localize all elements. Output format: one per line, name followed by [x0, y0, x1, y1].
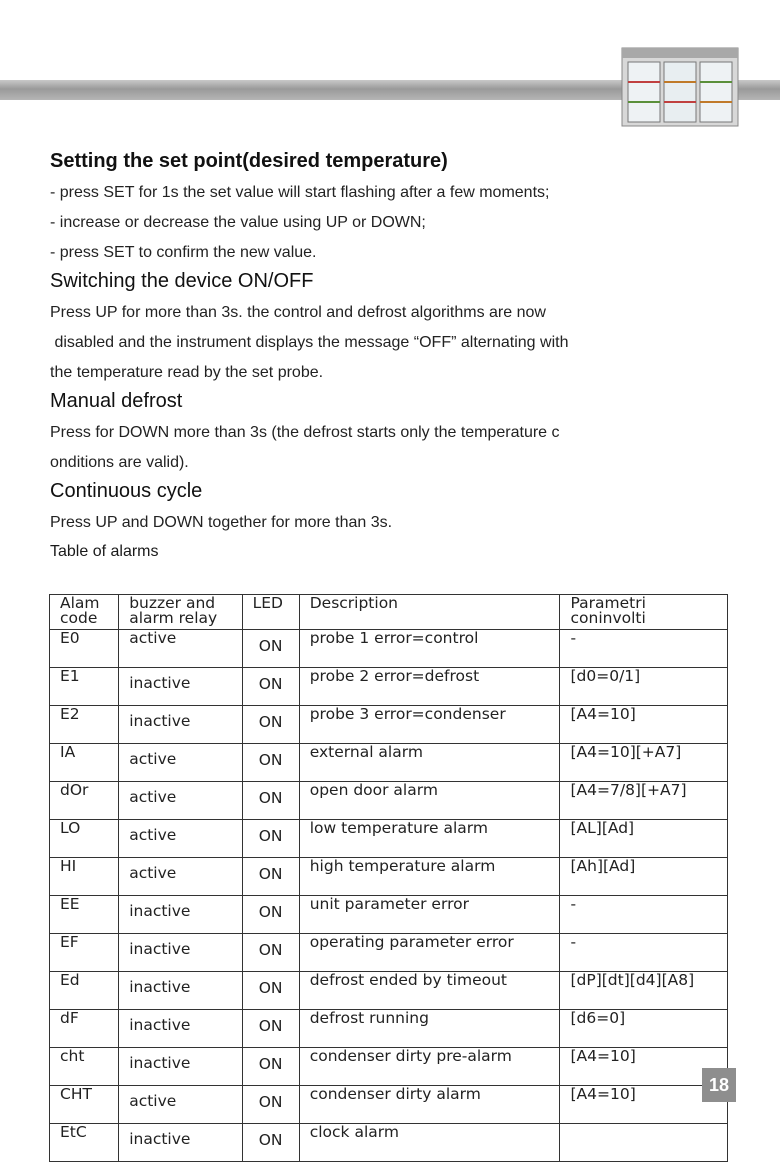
- section-title: Manual defrost: [50, 390, 183, 412]
- section-title: Continuous cycle: [50, 480, 203, 502]
- buzzer-cell: active: [119, 820, 242, 858]
- section-title: Switching the device ON/OFF: [50, 270, 314, 292]
- alarm-code-cell: EtC: [50, 1124, 119, 1162]
- table-body: [50, 630, 728, 1162]
- buzzer-cell: active: [119, 744, 242, 782]
- buzzer-cell: inactive: [119, 1048, 242, 1086]
- led-cell: ON: [242, 1124, 299, 1162]
- table-row: [50, 972, 728, 1010]
- col-header-code: Alam code: [50, 595, 119, 630]
- parameters-cell: [A4=10][+A7]: [560, 744, 728, 782]
- description-cell: probe 2 error=defrost: [299, 668, 560, 706]
- led-cell: ON: [242, 820, 299, 858]
- section-set-point: [50, 148, 730, 268]
- table-row: [50, 744, 728, 782]
- document-body: [50, 148, 730, 566]
- parameters-cell: [AL][Ad]: [560, 820, 728, 858]
- table-row: [50, 1124, 728, 1162]
- led-cell: ON: [242, 858, 299, 896]
- table-header-row: [50, 595, 728, 630]
- table-row: [50, 1048, 728, 1086]
- alarm-code-cell: E2: [50, 706, 119, 744]
- buzzer-cell: inactive: [119, 1124, 242, 1162]
- text-line: Press for DOWN more than 3s (the defrost starts only the temperature c: [50, 424, 560, 441]
- description-cell: high temperature alarm: [299, 858, 560, 896]
- description-cell: defrost running: [299, 1010, 560, 1048]
- led-cell: ON: [242, 706, 299, 744]
- description-cell: probe 3 error=condenser: [299, 706, 560, 744]
- buzzer-cell: active: [119, 630, 242, 668]
- buzzer-cell: inactive: [119, 1010, 242, 1048]
- alarm-code-cell: Ed: [50, 972, 119, 1010]
- section-continuous: [50, 478, 730, 538]
- table-row: [50, 630, 728, 668]
- led-cell: ON: [242, 744, 299, 782]
- table-row: [50, 668, 728, 706]
- section-title: Setting the set point(desired temperature): [50, 150, 448, 172]
- parameters-cell: [dP][dt][d4][A8]: [560, 972, 728, 1010]
- description-cell: clock alarm: [299, 1124, 560, 1162]
- alarm-code-cell: EE: [50, 896, 119, 934]
- refrigerator-image: [618, 44, 742, 128]
- alarm-code-cell: EF: [50, 934, 119, 972]
- led-cell: ON: [242, 896, 299, 934]
- alarm-code-cell: E1: [50, 668, 119, 706]
- parameters-cell: [d6=0]: [560, 1010, 728, 1048]
- led-cell: ON: [242, 1048, 299, 1086]
- text-line: - increase or decrease the value using UP or DOWN;: [50, 214, 426, 231]
- alarm-code-cell: IA: [50, 744, 119, 782]
- led-cell: ON: [242, 782, 299, 820]
- led-cell: ON: [242, 1086, 299, 1124]
- description-cell: unit parameter error: [299, 896, 560, 934]
- alarm-code-cell: HI: [50, 858, 119, 896]
- alarm-code-cell: cht: [50, 1048, 119, 1086]
- alarm-code-cell: dOr: [50, 782, 119, 820]
- col-header-description: Description: [299, 595, 560, 630]
- parameters-cell: -: [560, 896, 728, 934]
- page-number: 18: [702, 1068, 736, 1102]
- led-cell: ON: [242, 934, 299, 972]
- buzzer-cell: active: [119, 1086, 242, 1124]
- buzzer-cell: active: [119, 858, 242, 896]
- description-cell: low temperature alarm: [299, 820, 560, 858]
- buzzer-cell: active: [119, 782, 242, 820]
- alarm-code-cell: dF: [50, 1010, 119, 1048]
- table-row: [50, 896, 728, 934]
- description-cell: condenser dirty alarm: [299, 1086, 560, 1124]
- text-line: onditions are valid).: [50, 454, 189, 471]
- parameters-cell: [A4=10]: [560, 1048, 728, 1086]
- col-header-buzzer: buzzer and alarm relay: [119, 595, 242, 630]
- buzzer-cell: inactive: [119, 896, 242, 934]
- parameters-cell: [A4=10]: [560, 706, 728, 744]
- description-cell: condenser dirty pre-alarm: [299, 1048, 560, 1086]
- table-row: [50, 858, 728, 896]
- description-cell: external alarm: [299, 744, 560, 782]
- description-cell: defrost ended by timeout: [299, 972, 560, 1010]
- table-caption: Table of alarms: [50, 543, 159, 560]
- parameters-cell: -: [560, 630, 728, 668]
- buzzer-cell: inactive: [119, 972, 242, 1010]
- alarms-table: [49, 594, 728, 1162]
- buzzer-cell: inactive: [119, 668, 242, 706]
- text-line: disabled and the instrument displays the message “OFF” alternating with: [50, 334, 569, 351]
- table-row: [50, 1010, 728, 1048]
- table-row: [50, 782, 728, 820]
- buzzer-cell: inactive: [119, 706, 242, 744]
- text-line: - press SET for 1s the set value will start flashing after a few moments;: [50, 184, 550, 201]
- table-row: [50, 1086, 728, 1124]
- led-cell: ON: [242, 630, 299, 668]
- text-line: Press UP and DOWN together for more than 3s.: [50, 514, 393, 531]
- alarm-code-cell: CHT: [50, 1086, 119, 1124]
- description-cell: probe 1 error=control: [299, 630, 560, 668]
- buzzer-cell: inactive: [119, 934, 242, 972]
- parameters-cell: [Ah][Ad]: [560, 858, 728, 896]
- parameters-cell: [A4=7/8][+A7]: [560, 782, 728, 820]
- col-header-parameters: Parametri coninvolti: [560, 595, 728, 630]
- table-row: [50, 706, 728, 744]
- parameters-cell: -: [560, 934, 728, 972]
- table-row: [50, 934, 728, 972]
- alarm-code-cell: LO: [50, 820, 119, 858]
- led-cell: ON: [242, 972, 299, 1010]
- text-line: - press SET to confirm the new value.: [50, 244, 317, 261]
- parameters-cell: [560, 1124, 728, 1162]
- led-cell: ON: [242, 1010, 299, 1048]
- text-line: the temperature read by the set probe.: [50, 364, 324, 381]
- description-cell: open door alarm: [299, 782, 560, 820]
- section-on-off: [50, 268, 730, 388]
- parameters-cell: [A4=10]: [560, 1086, 728, 1124]
- text-line: Press UP for more than 3s. the control and defrost algorithms are now: [50, 304, 546, 321]
- description-cell: operating parameter error: [299, 934, 560, 972]
- alarm-code-cell: E0: [50, 630, 119, 668]
- col-header-led: LED: [242, 595, 299, 630]
- parameters-cell: [d0=0/1]: [560, 668, 728, 706]
- table-row: [50, 820, 728, 858]
- led-cell: ON: [242, 668, 299, 706]
- section-manual-defrost: [50, 388, 730, 478]
